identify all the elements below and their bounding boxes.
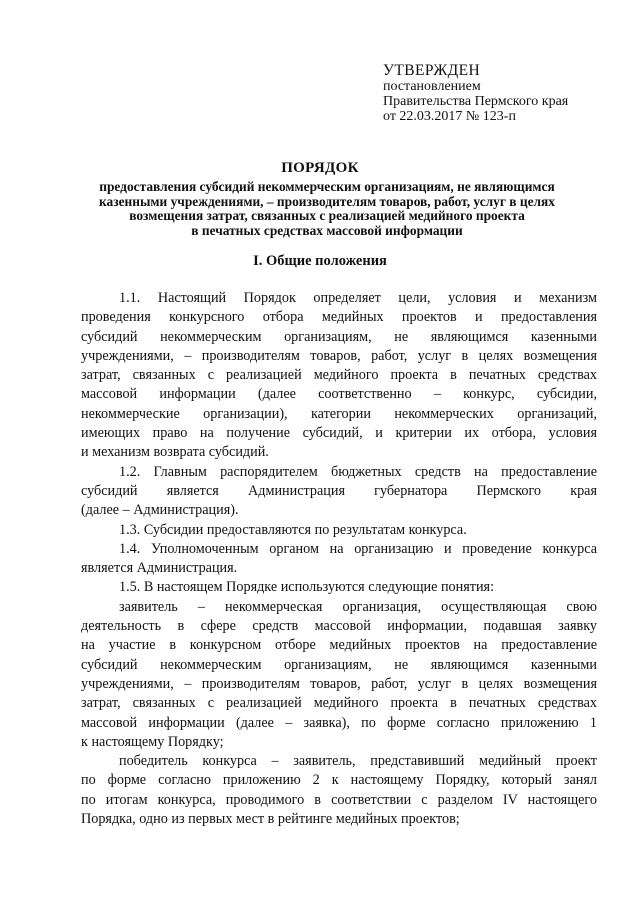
text-line: массовой информации (далее соответственно – конкурс, субсидии, xyxy=(81,386,597,403)
approval-line: от 22.03.2017 № 123-п xyxy=(383,109,516,124)
text-line: некоммерческие организации), категории некоммерческих организаций, xyxy=(81,405,597,422)
approval-line: Правительства Пермского края xyxy=(383,94,569,109)
subtitle-line: предоставления субсидий некоммерческим организациям, не являющимся xyxy=(99,179,555,194)
text-line: учреждениями, – производителям товаров, работ, услуг в целях возмещения xyxy=(81,675,597,692)
document-title: ПОРЯДОК xyxy=(281,160,359,176)
text-line: по итогам конкурса, проводимого в соответствии с разделом IV настоящего xyxy=(81,791,597,808)
approval-stamp xyxy=(383,63,568,124)
text-line: 1.3. Субсидии предоставляются по результатам конкурса. xyxy=(119,521,467,538)
text-line: Порядка, одно из первых мест в рейтинге медийных проектов; xyxy=(81,811,460,828)
text-line: 1.4. Уполномоченным органом на организацию и проведение конкурса xyxy=(119,540,597,557)
section-heading: I. Общие положения xyxy=(253,253,387,269)
text-line: субсидий некоммерческим организациям, не являющимся казенными xyxy=(81,328,597,345)
text-line: по форме согласно приложению 2 к настоящему Порядку, который занял xyxy=(81,772,597,789)
text-line: проведения конкурсного отбора медийных проектов и предоставления xyxy=(81,309,597,326)
text-line: заявитель – некоммерческая организация, осуществляющая свою xyxy=(119,598,597,615)
document-subtitle xyxy=(60,180,594,238)
body-text xyxy=(81,289,597,829)
text-line: 1.5. В настоящем Порядке используются следующие понятия: xyxy=(119,579,495,596)
text-line: субсидий является Администрация губернатора Пермского края xyxy=(81,482,597,499)
text-line: затрат, связанных с реализацией медийного проекта в печатных средствах xyxy=(81,695,597,712)
text-line: 1.1. Настоящий Порядок определяет цели, условия и механизм xyxy=(119,290,597,306)
subtitle-line: казенными учреждениями, – производителям товаров, работ, услуг в целях xyxy=(99,193,555,209)
approval-line: постановлением xyxy=(383,79,481,94)
text-line: победитель конкурса – заявитель, представивший медийный проект xyxy=(119,753,597,770)
text-line: деятельность в сфере средств массовой информации, подавшая заявку xyxy=(81,618,597,635)
text-line: к настоящему Порядку; xyxy=(81,733,224,750)
approval-title: УТВЕРЖДЕН xyxy=(383,62,481,79)
text-line: затрат, связанных с реализацией медийного проекта в печатных средствах xyxy=(81,367,597,384)
text-line: на участие в конкурсном отборе медийных проектов на предоставление xyxy=(81,637,597,654)
text-line: субсидий некоммерческим организациям, не являющимся казенными xyxy=(81,656,597,673)
text-line: (далее – Администрация). xyxy=(81,502,239,519)
text-line: учреждениями, – производителям товаров, работ, услуг в целях возмещения xyxy=(81,347,597,364)
text-line: массовой информации (далее – заявка), по форме согласно приложению 1 xyxy=(81,714,597,731)
text-line: и механизм возврата субсидий. xyxy=(81,444,269,461)
text-line: 1.2. Главным распорядителем бюджетных средств на предоставление xyxy=(119,463,597,480)
text-line: имеющих право на получение субсидий, и критерии их отбора, условия xyxy=(81,425,597,442)
subtitle-line: возмещения затрат, связанных с реализацией медийного проекта xyxy=(129,208,525,223)
text-line: является Администрация. xyxy=(81,560,238,577)
subtitle-line: в печатных средствах массовой информации xyxy=(191,222,463,238)
